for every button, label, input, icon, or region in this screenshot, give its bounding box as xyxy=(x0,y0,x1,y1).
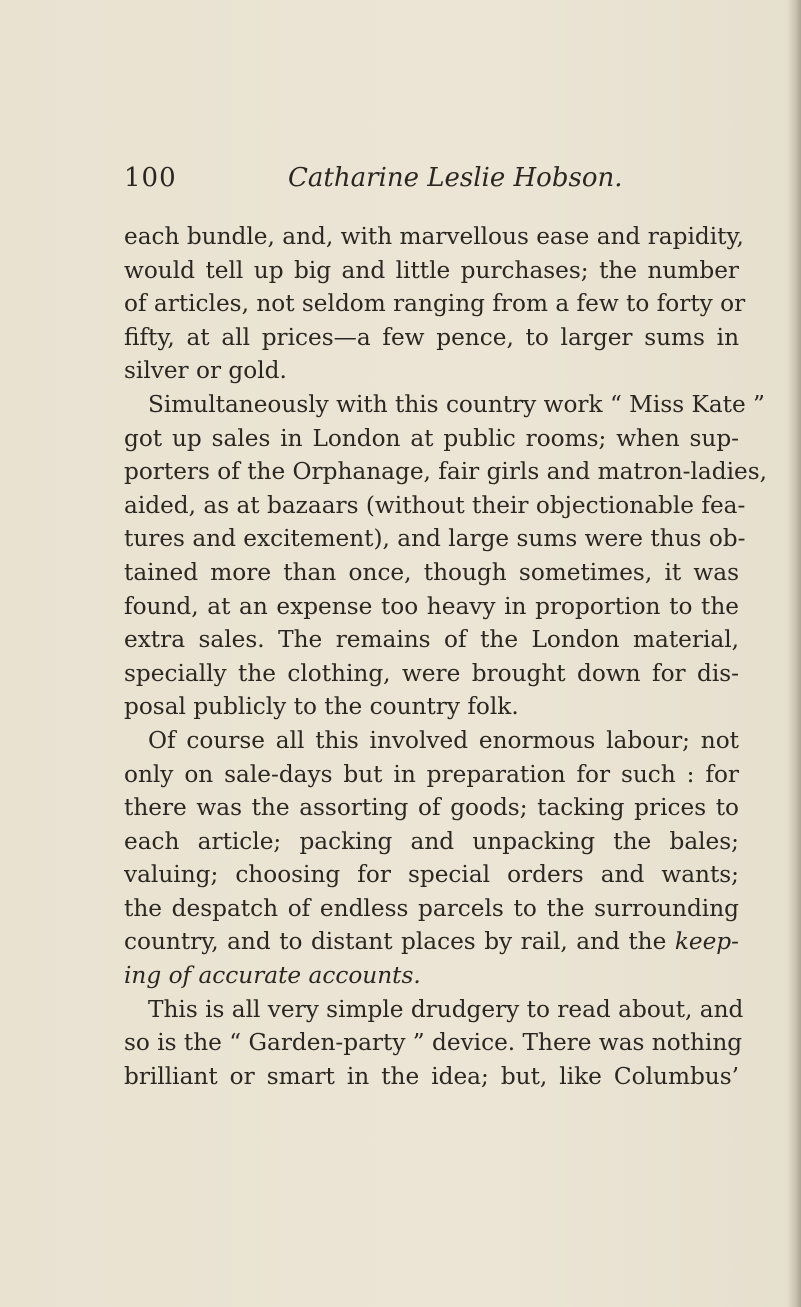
text-line: tures and excitement), and large sums were thus ob- xyxy=(124,525,746,553)
text-line: extra sales. The remains of the London material, xyxy=(124,626,739,654)
text-line: porters of the Orphanage, fair girls and matron-ladies, xyxy=(124,458,768,486)
text-line: valuing; choosing for special orders and wants; xyxy=(124,861,739,889)
text-line: Simultaneously with this country work “ Miss Kate ” xyxy=(148,390,765,418)
text-line: brilliant or smart in the idea; but, like Columbus’ xyxy=(124,1062,739,1090)
text-line: so is the “ Garden-party ” device. There was nothing xyxy=(124,1029,743,1057)
text-line: there was the assorting of goods; tacking prices to xyxy=(124,794,739,822)
text-line: each article; packing and unpacking the bales; xyxy=(124,827,739,855)
text-line: aided, as at bazaars (without their objectionable fea- xyxy=(124,491,746,519)
page-number: 100 xyxy=(124,163,177,193)
text-line: tained more than once, though sometimes, it was xyxy=(124,558,739,586)
text-line: of articles, not seldom ranging from a few to forty or xyxy=(124,290,746,318)
text-line: fifty, at all prices—a few pence, to larger sums in xyxy=(124,323,739,351)
text-line: posal publicly to the country folk. xyxy=(124,693,519,721)
text-line: the despatch of endless parcels to the surrounding xyxy=(124,894,739,922)
body-text xyxy=(124,220,768,1093)
text-line: only on sale-days but in preparation for such : for xyxy=(124,760,739,788)
text-line: got up sales in London at public rooms; when sup- xyxy=(124,424,739,452)
page-edge-shadow xyxy=(787,0,801,1307)
running-title: Catharine Leslie Hobson. xyxy=(288,163,623,193)
text-line: Of course all this involved enormous labour; not xyxy=(148,726,739,754)
text-line: silver or gold. xyxy=(124,357,287,385)
text-line: would tell up big and little purchases; the number xyxy=(124,256,739,284)
italic-fragment: keep- xyxy=(674,928,739,956)
text-line-with-italic xyxy=(124,925,739,959)
text-line: found, at an expense too heavy in proportion to the xyxy=(124,592,739,620)
page-header xyxy=(124,163,744,199)
text-line: This is all very simple drudgery to read about, and xyxy=(148,995,744,1023)
text-fragment: country, and to distant places by rail, and the xyxy=(124,928,667,956)
text-line: each bundle, and, with marvellous ease and rapidity, xyxy=(124,223,744,250)
text-line-italic: ing of accurate accounts. xyxy=(124,962,421,990)
text-line: specially the clothing, were brought down for dis- xyxy=(124,659,739,687)
